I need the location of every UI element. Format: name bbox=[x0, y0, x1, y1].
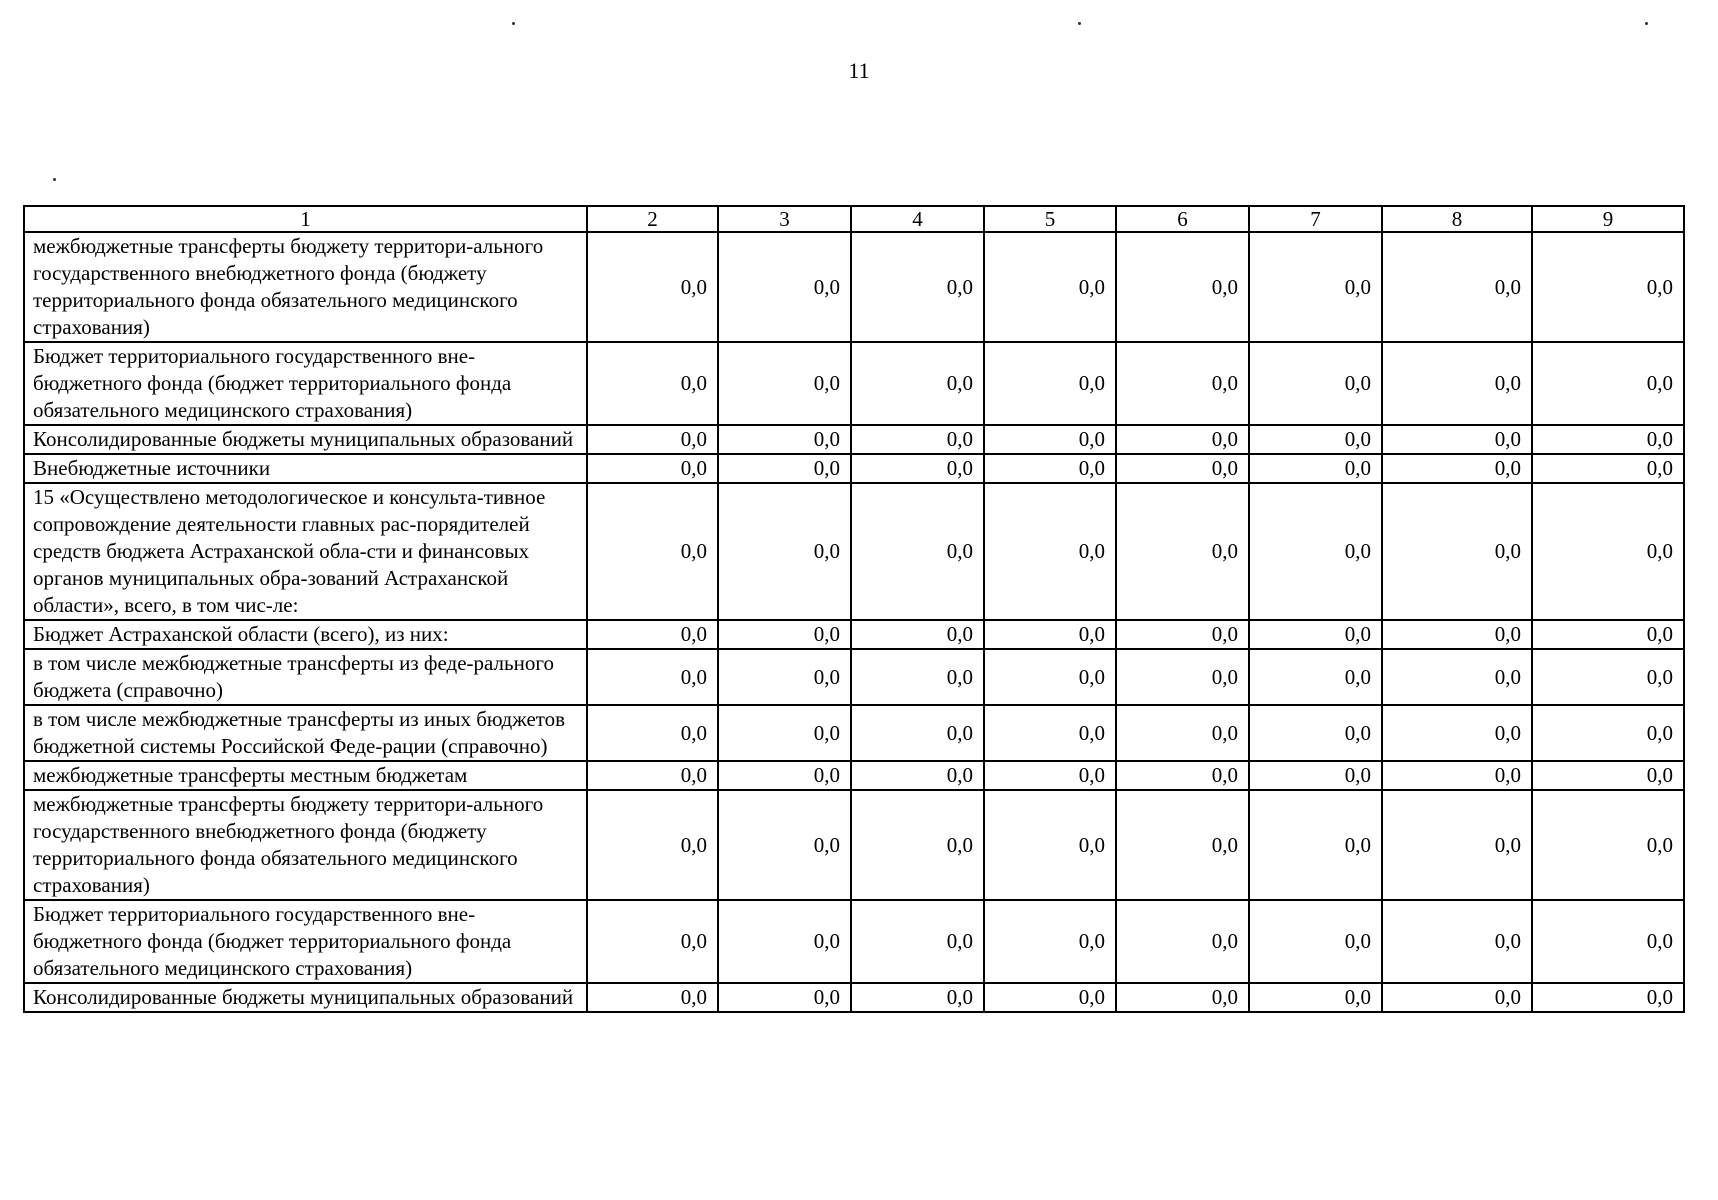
value-cell: 0,0 bbox=[1116, 342, 1249, 425]
table-row bbox=[24, 425, 1684, 454]
column-header: 3 bbox=[718, 206, 851, 232]
value-cell: 0,0 bbox=[851, 900, 984, 983]
value-cell: 0,0 bbox=[1532, 900, 1684, 983]
column-header: 9 bbox=[1532, 206, 1684, 232]
value-cell: 0,0 bbox=[718, 649, 851, 705]
value-cell: 0,0 bbox=[1532, 232, 1684, 342]
column-header: 2 bbox=[587, 206, 718, 232]
row-label: Консолидированные бюджеты муниципальных образований bbox=[24, 983, 587, 1012]
value-cell: 0,0 bbox=[587, 649, 718, 705]
value-cell: 0,0 bbox=[1249, 705, 1382, 761]
value-cell: 0,0 bbox=[718, 232, 851, 342]
table-row bbox=[24, 620, 1684, 649]
value-cell: 0,0 bbox=[1532, 790, 1684, 900]
table-row bbox=[24, 649, 1684, 705]
row-label: Бюджет территориального государственного вне-бюджетного фонда (бюджет территориального фонда обязательного медицинского страхования) bbox=[24, 900, 587, 983]
value-cell: 0,0 bbox=[1382, 483, 1532, 620]
value-cell: 0,0 bbox=[718, 790, 851, 900]
value-cell: 0,0 bbox=[1116, 761, 1249, 790]
page-number: 11 bbox=[848, 58, 870, 83]
value-cell: 0,0 bbox=[718, 425, 851, 454]
table-row bbox=[24, 454, 1684, 483]
table-row bbox=[24, 483, 1684, 620]
value-cell: 0,0 bbox=[984, 790, 1116, 900]
column-header: 4 bbox=[851, 206, 984, 232]
value-cell: 0,0 bbox=[984, 620, 1116, 649]
value-cell: 0,0 bbox=[1382, 342, 1532, 425]
table-row bbox=[24, 790, 1684, 900]
value-cell: 0,0 bbox=[1249, 649, 1382, 705]
scan-speck bbox=[1645, 22, 1648, 25]
scan-speck bbox=[512, 22, 515, 25]
value-cell: 0,0 bbox=[851, 983, 984, 1012]
value-cell: 0,0 bbox=[1249, 761, 1382, 790]
value-cell: 0,0 bbox=[587, 983, 718, 1012]
table-header bbox=[24, 206, 1684, 232]
value-cell: 0,0 bbox=[1382, 705, 1532, 761]
value-cell: 0,0 bbox=[1532, 983, 1684, 1012]
table-row bbox=[24, 761, 1684, 790]
value-cell: 0,0 bbox=[1116, 705, 1249, 761]
value-cell: 0,0 bbox=[1532, 342, 1684, 425]
header-row bbox=[24, 206, 1684, 232]
value-cell: 0,0 bbox=[984, 983, 1116, 1012]
value-cell: 0,0 bbox=[851, 705, 984, 761]
value-cell: 0,0 bbox=[1249, 620, 1382, 649]
value-cell: 0,0 bbox=[1532, 705, 1684, 761]
value-cell: 0,0 bbox=[1249, 342, 1382, 425]
table-row bbox=[24, 232, 1684, 342]
value-cell: 0,0 bbox=[984, 761, 1116, 790]
value-cell: 0,0 bbox=[1532, 483, 1684, 620]
value-cell: 0,0 bbox=[1249, 425, 1382, 454]
value-cell: 0,0 bbox=[1249, 790, 1382, 900]
value-cell: 0,0 bbox=[851, 425, 984, 454]
value-cell: 0,0 bbox=[1532, 425, 1684, 454]
row-label: в том числе межбюджетные трансферты из иных бюджетов бюджетной системы Российской Феде-рации (справочно) bbox=[24, 705, 587, 761]
value-cell: 0,0 bbox=[718, 705, 851, 761]
value-cell: 0,0 bbox=[1249, 232, 1382, 342]
value-cell: 0,0 bbox=[1532, 620, 1684, 649]
value-cell: 0,0 bbox=[718, 983, 851, 1012]
table-row bbox=[24, 900, 1684, 983]
value-cell: 0,0 bbox=[851, 483, 984, 620]
value-cell: 0,0 bbox=[1382, 232, 1532, 342]
value-cell: 0,0 bbox=[851, 790, 984, 900]
value-cell: 0,0 bbox=[1249, 983, 1382, 1012]
value-cell: 0,0 bbox=[1532, 761, 1684, 790]
column-header: 6 bbox=[1116, 206, 1249, 232]
row-label: Бюджет территориального государственного вне-бюджетного фонда (бюджет территориального фонда обязательного медицинского страхования) bbox=[24, 342, 587, 425]
column-header: 8 bbox=[1382, 206, 1532, 232]
value-cell: 0,0 bbox=[1249, 900, 1382, 983]
value-cell: 0,0 bbox=[1116, 232, 1249, 342]
row-label: межбюджетные трансферты местным бюджетам bbox=[24, 761, 587, 790]
value-cell: 0,0 bbox=[718, 483, 851, 620]
value-cell: 0,0 bbox=[851, 232, 984, 342]
scan-speck bbox=[1078, 22, 1081, 25]
value-cell: 0,0 bbox=[1116, 790, 1249, 900]
value-cell: 0,0 bbox=[1249, 454, 1382, 483]
row-label: Консолидированные бюджеты муниципальных образований bbox=[24, 425, 587, 454]
column-header: 7 bbox=[1249, 206, 1382, 232]
value-cell: 0,0 bbox=[984, 900, 1116, 983]
value-cell: 0,0 bbox=[1116, 620, 1249, 649]
value-cell: 0,0 bbox=[587, 342, 718, 425]
value-cell: 0,0 bbox=[1116, 649, 1249, 705]
value-cell: 0,0 bbox=[984, 454, 1116, 483]
value-cell: 0,0 bbox=[1532, 649, 1684, 705]
value-cell: 0,0 bbox=[1382, 761, 1532, 790]
value-cell: 0,0 bbox=[1382, 983, 1532, 1012]
value-cell: 0,0 bbox=[984, 342, 1116, 425]
budget-table bbox=[23, 205, 1685, 1013]
value-cell: 0,0 bbox=[1116, 483, 1249, 620]
value-cell: 0,0 bbox=[984, 425, 1116, 454]
table-row bbox=[24, 342, 1684, 425]
row-label: Бюджет Астраханской области (всего), из них: bbox=[24, 620, 587, 649]
value-cell: 0,0 bbox=[1249, 483, 1382, 620]
row-label: межбюджетные трансферты бюджету территори-ального государственного внебюджетного фонда (бюджету территориального фонда обязательного медицинского страхования) bbox=[24, 232, 587, 342]
row-label: межбюджетные трансферты бюджету территори-ального государственного внебюджетного фонда (бюджету территориального фонда обязательного медицинского страхования) bbox=[24, 790, 587, 900]
value-cell: 0,0 bbox=[1116, 454, 1249, 483]
value-cell: 0,0 bbox=[1116, 983, 1249, 1012]
value-cell: 0,0 bbox=[851, 761, 984, 790]
value-cell: 0,0 bbox=[984, 232, 1116, 342]
value-cell: 0,0 bbox=[718, 620, 851, 649]
value-cell: 0,0 bbox=[851, 620, 984, 649]
value-cell: 0,0 bbox=[1116, 425, 1249, 454]
table-row bbox=[24, 705, 1684, 761]
value-cell: 0,0 bbox=[1382, 620, 1532, 649]
value-cell: 0,0 bbox=[984, 649, 1116, 705]
value-cell: 0,0 bbox=[718, 454, 851, 483]
value-cell: 0,0 bbox=[587, 620, 718, 649]
value-cell: 0,0 bbox=[1532, 454, 1684, 483]
value-cell: 0,0 bbox=[587, 454, 718, 483]
row-label: в том числе межбюджетные трансферты из феде-рального бюджета (справочно) bbox=[24, 649, 587, 705]
value-cell: 0,0 bbox=[587, 900, 718, 983]
value-cell: 0,0 bbox=[718, 342, 851, 425]
value-cell: 0,0 bbox=[587, 705, 718, 761]
value-cell: 0,0 bbox=[587, 790, 718, 900]
row-label: 15 «Осуществлено методологическое и консульта-тивное сопровождение деятельности главных рас-порядителей средств бюджета Астраханской обла-сти и финансовых органов муниципальных обра-зований Астраханской области», всего, в том чис-ле: bbox=[24, 483, 587, 620]
value-cell: 0,0 bbox=[851, 342, 984, 425]
value-cell: 0,0 bbox=[851, 454, 984, 483]
value-cell: 0,0 bbox=[1382, 454, 1532, 483]
value-cell: 0,0 bbox=[984, 705, 1116, 761]
value-cell: 0,0 bbox=[1382, 425, 1532, 454]
value-cell: 0,0 bbox=[984, 483, 1116, 620]
value-cell: 0,0 bbox=[587, 483, 718, 620]
value-cell: 0,0 bbox=[1382, 649, 1532, 705]
row-label: Внебюджетные источники bbox=[24, 454, 587, 483]
table-body bbox=[24, 232, 1684, 1012]
value-cell: 0,0 bbox=[1382, 790, 1532, 900]
column-header: 5 bbox=[984, 206, 1116, 232]
scan-speck bbox=[53, 178, 56, 181]
table-row bbox=[24, 983, 1684, 1012]
value-cell: 0,0 bbox=[587, 761, 718, 790]
value-cell: 0,0 bbox=[1116, 900, 1249, 983]
value-cell: 0,0 bbox=[587, 232, 718, 342]
value-cell: 0,0 bbox=[851, 649, 984, 705]
value-cell: 0,0 bbox=[718, 761, 851, 790]
value-cell: 0,0 bbox=[718, 900, 851, 983]
value-cell: 0,0 bbox=[1382, 900, 1532, 983]
column-header: 1 bbox=[24, 206, 587, 232]
value-cell: 0,0 bbox=[587, 425, 718, 454]
